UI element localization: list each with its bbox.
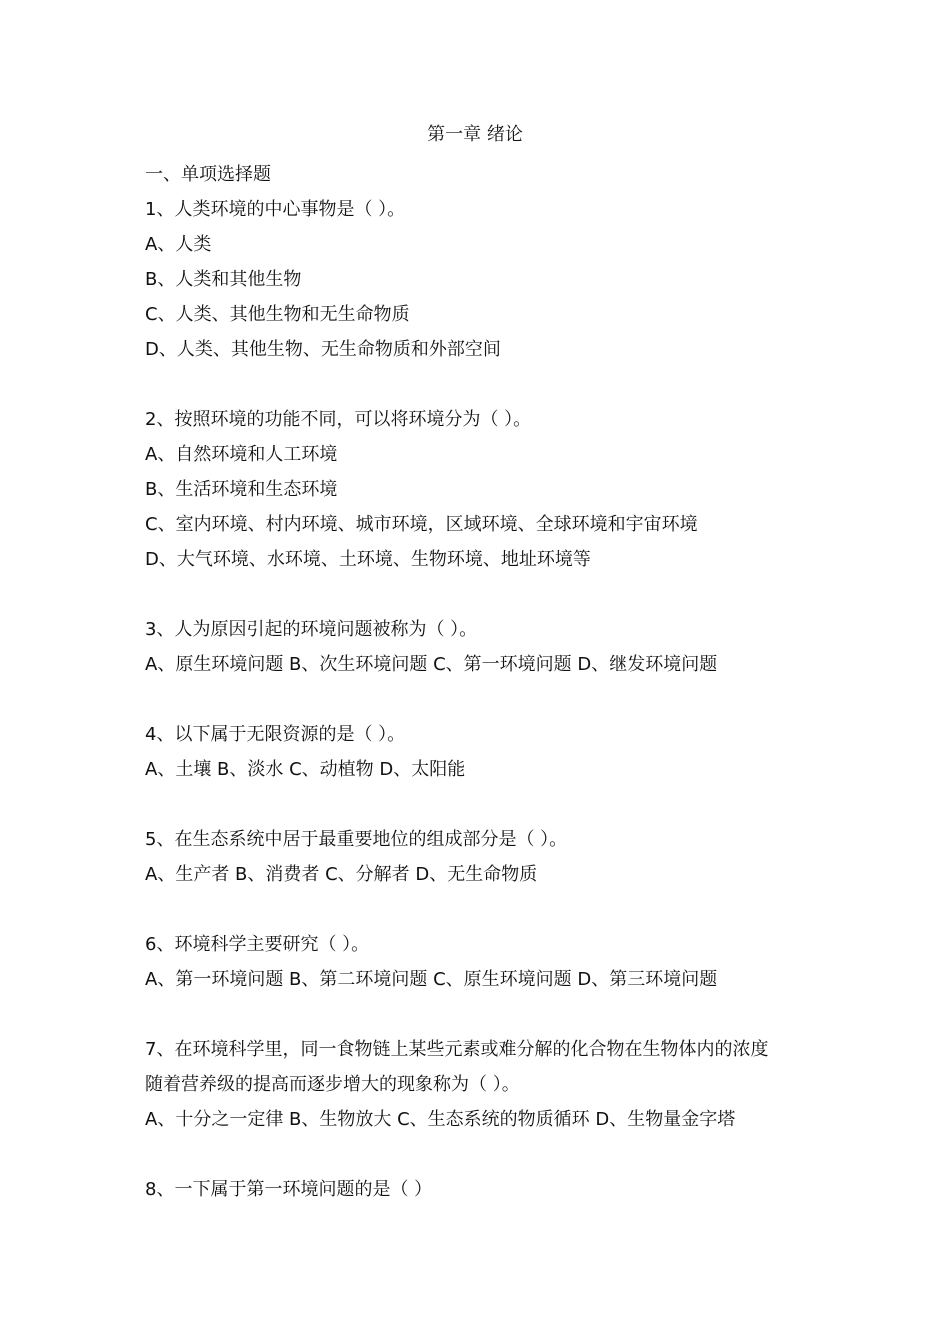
question-spacer (145, 367, 825, 402)
question-stem: 4、以下属于无限资源的是（ ）。 (145, 724, 406, 745)
question-options: A、原生环境问题 B、次生环境问题 C、第一环境问题 D、继发环境问题 (145, 654, 718, 675)
question-options: A、土壤 B、淡水 C、动植物 D、太阳能 (145, 759, 466, 780)
question-option: A、自然环境和人工环境 (145, 444, 338, 465)
question-spacer (145, 787, 825, 822)
question-option: C、人类、其他生物和无生命物质 (145, 304, 410, 325)
question-spacer (145, 892, 825, 927)
question-stem: 2、按照环境的功能不同，可以将环境分为（ ）。 (145, 409, 532, 430)
question-options: A、生产者 B、消费者 C、分解者 D、无生命物质 (145, 864, 538, 885)
question-option: B、生活环境和生态环境 (145, 479, 338, 500)
question-option: A、人类 (145, 234, 212, 255)
question-stem: 3、人为原因引起的环境问题被称为（ ）。 (145, 619, 478, 640)
section-heading: 一、单项选择题 (145, 164, 271, 185)
question-stem-continued: 随着营养级的提高而逐步增大的现象称为（ ）。 (145, 1074, 520, 1095)
question-options: A、第一环境问题 B、第二环境问题 C、原生环境问题 D、第三环境问题 (145, 969, 718, 990)
question-spacer (145, 1137, 825, 1172)
question-stem: 1、人类环境的中心事物是（ ）。 (145, 199, 406, 220)
question-stem: 6、环境科学主要研究（ ）。 (145, 934, 370, 955)
question-spacer (145, 997, 825, 1032)
question-stem: 5、在生态系统中居于最重要地位的组成部分是（ ）。 (145, 829, 568, 850)
question-spacer (145, 682, 825, 717)
question-option: B、人类和其他生物 (145, 269, 302, 290)
question-option: D、人类、其他生物、无生命物质和外部空间 (145, 339, 501, 360)
question-stem: 7、在环境科学里，同一食物链上某些元素或难分解的化合物在生物体内的浓度 (145, 1039, 769, 1060)
question-list (145, 157, 825, 1207)
question-option: D、大气环境、水环境、土环境、生物环境、地址环境等 (145, 549, 591, 570)
question-spacer (145, 577, 825, 612)
chapter-title: 第一章 绪论 (427, 124, 523, 145)
question-options: A、十分之一定律 B、生物放大 C、生态系统的物质循环 D、生物量金字塔 (145, 1109, 736, 1130)
question-option: C、室内环境、村内环境、城市环境，区域环境、全球环境和宇宙环境 (145, 514, 698, 535)
question-stem: 8、一下属于第一环境问题的是（ ） (145, 1179, 433, 1200)
